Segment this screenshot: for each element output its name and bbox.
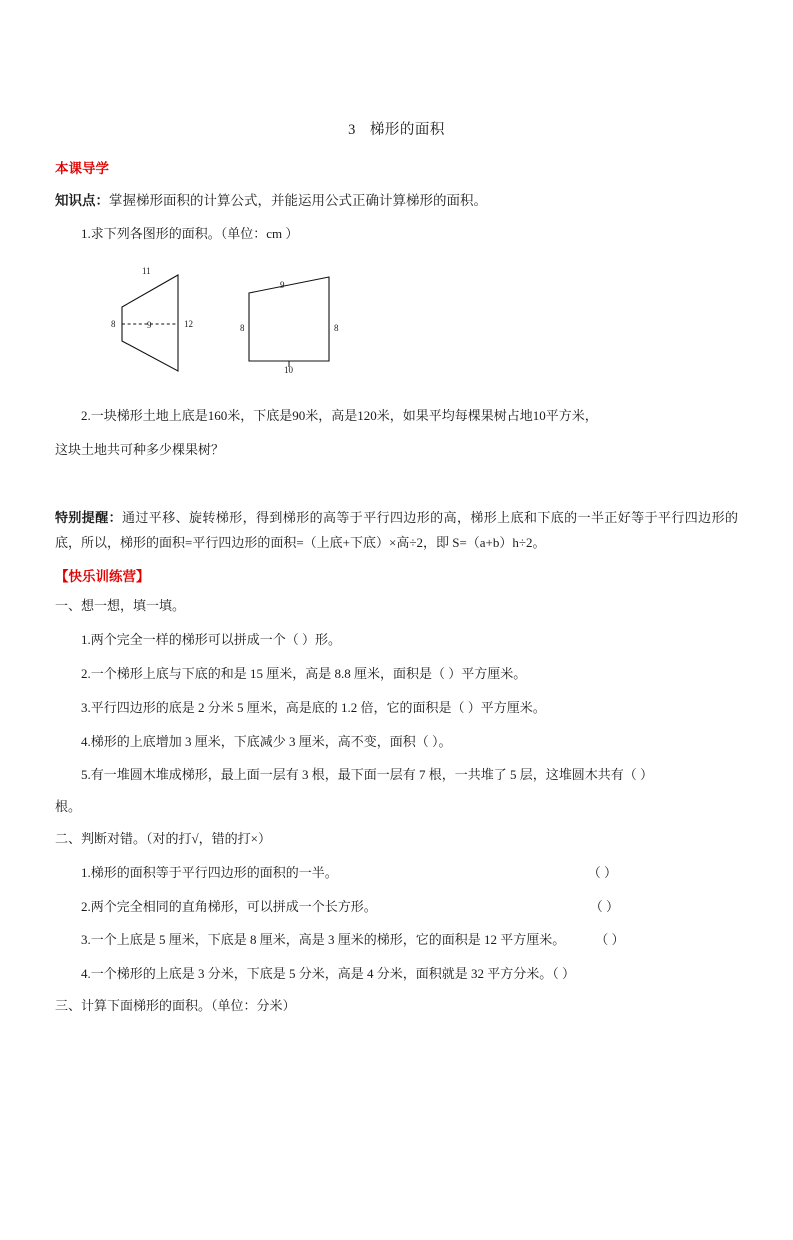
guide-question-2-line2: 这块土地共可种多少棵果树？ <box>55 441 225 457</box>
true-false-item-2-mark: （ ） <box>589 898 620 914</box>
training-section-2-title: 二、判断对错。（对的打√，错的打×） <box>55 830 271 846</box>
true-false-item-2-text: 2.两个完全相同的直角梯形，可以拼成一个长方形。 <box>81 898 377 914</box>
page-title-text: 梯形的面积 <box>369 122 445 138</box>
true-false-item-1-mark: （ ） <box>587 864 618 880</box>
true-false-item-1 <box>55 863 738 884</box>
fill-blank-item-3: 3.平行四边形的底是 2 分米 5 厘米，高是底的 1.2 倍，它的面积是（ ）平方厘米。 <box>81 699 546 715</box>
knowledge-point-line <box>55 191 738 211</box>
true-false-item-1-text: 1.梯形的面积等于平行四边形的面积的一半。 <box>81 864 338 880</box>
page-title-number: 3 <box>348 122 356 138</box>
guide-question-1: 1.求下列各图形的面积。（单位：cm ） <box>81 226 299 242</box>
section-heading-guide: 本课导学 <box>55 161 109 176</box>
section-heading-training: 【快乐训练营】 <box>55 569 150 585</box>
fill-blank-item-5-wrap: 根。 <box>55 799 82 815</box>
knowledge-point-text: 掌握梯形面积的计算公式，并能运用公式正确计算梯形的面积。 <box>109 193 487 208</box>
fill-blank-item-2: 2.一个梯形上底与下底的和是 15 厘米，高是 8.8 厘米，面积是（ ）平方厘米。 <box>81 665 527 681</box>
fill-blank-item-4: 4.梯形的上底增加 3 厘米，下底减少 3 厘米，高不变，面积（ ）。 <box>81 733 452 749</box>
right-trapezoid-outline <box>249 277 329 361</box>
figure-right-trapezoid <box>235 263 375 383</box>
true-false-item-3-mark: （ ） <box>595 932 625 948</box>
true-false-item-2 <box>55 897 738 918</box>
fig2-right-side-label: 8 <box>334 323 339 334</box>
true-false-item-4 <box>55 964 738 985</box>
special-tip-label: 特别提醒： <box>55 509 122 525</box>
figure-group <box>55 263 738 393</box>
fig1-top-slant-label: 11 <box>142 266 151 277</box>
fig2-bottom-label: 10 <box>284 365 293 376</box>
true-false-item-3 <box>55 930 738 951</box>
special-tip-block <box>55 505 738 556</box>
fig1-left-side-label: 8 <box>111 319 116 330</box>
fig1-right-side-label: 12 <box>184 319 193 330</box>
true-false-item-3-text: 3.一个上底是 5 厘米，下底是 8 厘米，高是 3 厘米的梯形，它的面积是 12 平方厘米。 <box>81 932 566 948</box>
true-false-item-4-text: 4.一个梯形的上底是 3 分米，下底是 5 分米，高是 4 分米，面积就是 32 平方分米。（ ） <box>81 966 576 982</box>
special-tip-text: 通过平移、旋转梯形，得到梯形的高等于平行四边形的高，梯形上底和下底的一半正好等于平行四边形的底，所以，梯形的面积=平行四边形的面积=（上底+下底）×高÷2，即 S=（a+b）h÷2。 <box>55 509 738 550</box>
figure-trapezoid-rotated <box>100 263 230 383</box>
page-title <box>55 118 738 139</box>
fill-blank-item-5: 5.有一堆圆木堆成梯形，最上面一层有 3 根，最下面一层有 7 根，一共堆了 5 层，这堆圆木共有（ ） <box>81 767 654 783</box>
fill-blank-item-1: 1.两个完全一样的梯形可以拼成一个（ ）形。 <box>81 632 342 648</box>
training-section-3-title: 三、计算下面梯形的面积。（单位：分米） <box>55 997 296 1013</box>
training-section-1-title: 一、想一想，填一填。 <box>55 598 186 614</box>
worksheet-page <box>0 118 793 1240</box>
fig2-top-label: 9 <box>280 280 285 291</box>
fig1-middle-dashed-label: 9 <box>147 320 152 331</box>
guide-question-2-line1: 2.一块梯形土地上底是160米，下底是90米，高是120米，如果平均每棵果树占地10平方米， <box>81 408 598 424</box>
fig2-left-side-label: 8 <box>240 323 245 334</box>
knowledge-point-label: 知识点： <box>55 193 109 208</box>
